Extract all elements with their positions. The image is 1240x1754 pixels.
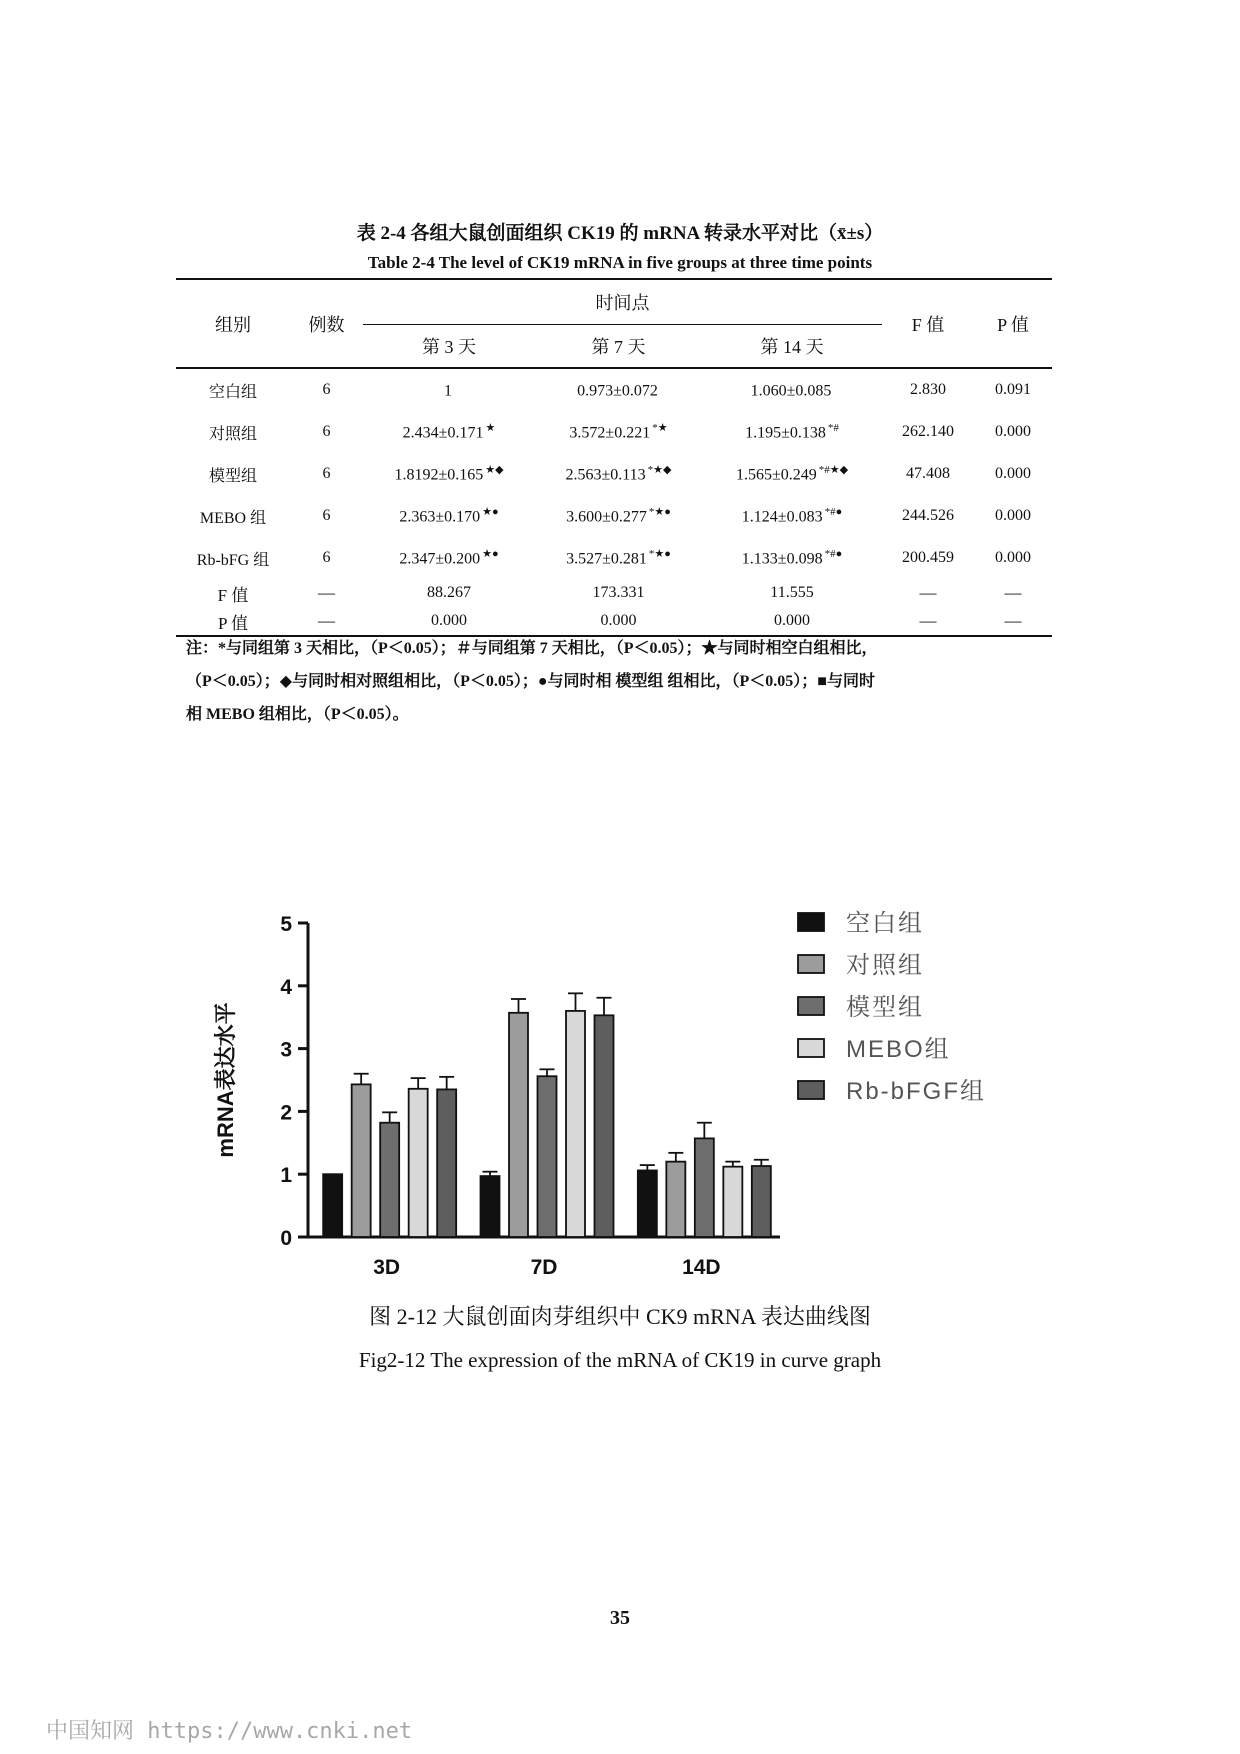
- cell-d3: 2.363±0.170 ★●: [399, 506, 499, 526]
- cell-p: 0.000: [995, 549, 1031, 566]
- legend-swatch: [798, 913, 824, 931]
- cell-p: 0.000: [995, 465, 1031, 482]
- note-line: 注：*与同组第 3 天相比，（P＜0.05）；＃与同组第 7 天相比，（P＜0.05）；★与同时相空白组相比，: [186, 640, 878, 657]
- cell-group: Rb-bFG 组: [196, 551, 270, 569]
- bar: [723, 1167, 742, 1237]
- cell-d3: 2.434±0.171 ★: [402, 422, 496, 442]
- y-tick-label: 3: [280, 1038, 292, 1062]
- bar: [380, 1123, 399, 1237]
- cell-d14: 1.195±0.138 *#: [745, 421, 839, 442]
- legend-swatch: [798, 997, 824, 1015]
- cell-group: 对照组: [208, 425, 257, 443]
- header-day14: 第 14 天: [702, 325, 882, 369]
- legend-label: 模型组: [846, 994, 924, 1021]
- header-p: P 值: [974, 279, 1052, 368]
- bar: [409, 1089, 428, 1237]
- table-row: [176, 537, 1052, 579]
- header-day3: 第 3 天: [363, 325, 535, 369]
- cell-d3: 2.347±0.200 ★●: [399, 548, 499, 568]
- cell-f: 244.526: [902, 507, 954, 524]
- header-group: 组别: [176, 279, 290, 368]
- cell-n: 6: [322, 423, 331, 440]
- note-line: （P＜0.05）；◆与同时相对照组相比，（P＜0.05）；●与同时相 模型组 组相比，（P＜0.05）；■与同时: [186, 673, 875, 690]
- bar: [481, 1176, 500, 1237]
- cell-d3: 0.000: [363, 607, 535, 636]
- legend-swatch: [798, 955, 824, 973]
- bar-chart: [200, 880, 1000, 1280]
- cell-n: 6: [322, 549, 331, 566]
- legend-swatch: [798, 1081, 824, 1099]
- cell-f: 47.408: [906, 465, 950, 482]
- bar: [509, 1013, 528, 1237]
- cell-f: 200.459: [902, 549, 954, 566]
- cell-p: 0.000: [995, 423, 1031, 440]
- cell-d7: 3.600±0.277 *★●: [566, 506, 671, 526]
- bar: [352, 1084, 371, 1237]
- cell-d14: 1.124±0.083 *#●: [741, 505, 843, 526]
- cell-d3: 1: [444, 382, 452, 400]
- header-day7: 第 7 天: [535, 325, 702, 369]
- cell-f: 262.140: [902, 423, 954, 440]
- header-n: 例数: [290, 279, 363, 368]
- cell-label: F 值: [217, 585, 249, 605]
- cell-n: 6: [322, 381, 331, 398]
- cell-d7: 0.000: [535, 607, 702, 636]
- cell-group: 模型组: [208, 467, 257, 485]
- cell-d7: 3.572±0.221 *★: [569, 422, 668, 442]
- cell-d14: 1.060±0.085: [750, 382, 832, 400]
- legend-label: MEBO组: [846, 1036, 951, 1063]
- table-row: [176, 495, 1052, 537]
- legend-label: Rb-bFGF组: [846, 1078, 987, 1105]
- cell-d7: 0.973±0.072: [577, 382, 658, 400]
- cell-group: MEBO 组: [199, 509, 267, 527]
- legend-label: 空白组: [846, 910, 924, 937]
- table-title-en: Table 2-4 The level of CK19 mRNA in five groups at three time points: [367, 253, 873, 272]
- cell-p: —: [974, 607, 1052, 636]
- cell-n: 6: [322, 507, 331, 524]
- table-row-f: [176, 579, 1052, 607]
- y-tick-label: 5: [280, 913, 292, 936]
- cell-d14: 1.565±0.249 *#★◆: [735, 464, 849, 484]
- bar: [752, 1166, 771, 1237]
- watermark: 中国知网 https://www.cnki.net: [46, 1719, 413, 1744]
- bar: [437, 1089, 456, 1237]
- bar: [666, 1162, 685, 1237]
- stats-table: [176, 278, 1052, 637]
- cell-label: P 值: [176, 607, 290, 636]
- table-note: [186, 632, 1066, 731]
- bar: [695, 1138, 714, 1237]
- cell-n: 6: [322, 465, 331, 482]
- header-time-point: 时间点: [363, 279, 882, 325]
- cell-p: —: [1004, 583, 1022, 602]
- x-tick-label: 7D: [530, 1256, 558, 1279]
- cell-d7: 173.331: [592, 584, 645, 601]
- cell-d14: 0.000: [702, 607, 882, 636]
- bar: [638, 1170, 657, 1237]
- page-number: 35: [610, 1607, 630, 1629]
- table-row: [176, 411, 1052, 453]
- cell-d3: 1.8192±0.165 ★◆: [394, 464, 504, 484]
- cell-p: 0.091: [995, 381, 1031, 398]
- cell-d3: 88.267: [427, 584, 471, 601]
- cell-d14: 11.555: [770, 584, 814, 601]
- cell-n: —: [290, 607, 363, 636]
- bar: [538, 1076, 557, 1237]
- cell-d7: 2.563±0.113 *★◆: [565, 464, 672, 484]
- cell-d7: 3.527±0.281 *★●: [566, 548, 671, 568]
- table-row: [176, 368, 1052, 411]
- note-line: 相 MEBO 组相比，（P＜0.05）。: [186, 706, 409, 723]
- cell-d14: 1.133±0.098 *#●: [741, 547, 843, 568]
- x-tick-label: 14D: [682, 1256, 721, 1279]
- cell-group: 空白组: [208, 383, 257, 401]
- header-f: F 值: [882, 279, 974, 368]
- x-tick-label: 3D: [373, 1256, 401, 1279]
- figure-caption-en: Fig2-12 The expression of the mRNA of CK19 in curve graph: [358, 1348, 882, 1372]
- y-tick-label: 2: [280, 1101, 292, 1125]
- table-row: [176, 453, 1052, 495]
- cell-f: —: [919, 583, 937, 602]
- y-axis-label: mRNA表达水平: [213, 1002, 238, 1158]
- legend-swatch: [798, 1039, 824, 1057]
- y-tick-label: 1: [280, 1164, 292, 1188]
- y-tick-label: 4: [280, 975, 292, 999]
- bar: [595, 1015, 614, 1237]
- table-title-cn: 表 2-4 各组大鼠创面组织 CK19 的 mRNA 转录水平对比（x̄±s）: [356, 223, 884, 244]
- cell-p: 0.000: [995, 507, 1031, 524]
- bar: [566, 1011, 585, 1237]
- bar: [323, 1174, 342, 1237]
- cell-f: 2.830: [910, 381, 946, 398]
- figure-caption-cn: 图 2-12 大鼠创面肉芽组织中 CK9 mRNA 表达曲线图: [369, 1304, 871, 1329]
- legend-label: 对照组: [846, 952, 924, 979]
- cell-f: —: [882, 607, 974, 636]
- cell-n: —: [318, 583, 335, 602]
- y-tick-label: 0: [280, 1227, 292, 1250]
